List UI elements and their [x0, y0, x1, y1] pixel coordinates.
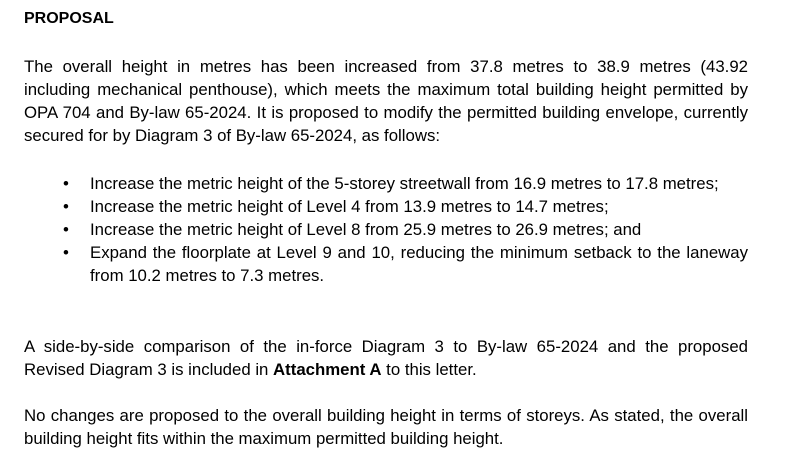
bullet-item — [24, 241, 748, 287]
bullet-icon: • — [63, 174, 69, 193]
bullet-text: Expand the floorplate at Level 9 and 10, reducing the minimum setback to the laneway from 10.2 metres to 7.3 metres. — [90, 243, 748, 285]
paragraph-attachment-reference — [24, 335, 748, 381]
bullet-item — [24, 218, 748, 241]
bullet-text: Increase the metric height of Level 4 from 13.9 metres to 14.7 metres; — [90, 197, 609, 216]
bullet-icon: • — [63, 220, 69, 239]
bullet-icon: • — [63, 243, 69, 262]
paragraph-text: to this letter. — [381, 360, 477, 379]
bullet-text: Increase the metric height of the 5-storey streetwall from 16.9 metres to 17.8 metres; — [90, 174, 719, 193]
bullet-item — [24, 172, 748, 195]
bullet-list-envelope-changes — [24, 172, 748, 287]
paragraph-height-increase: The overall height in metres has been increased from 37.8 metres to 38.9 metres (43.92 including mechanical penthouse), which meets the maximum total building height permitted by OPA 704 and By-law 65-2024. It is proposed to modify the permitted building envelope, currently secured for by Diagram 3 of By-law 65-2024, as follows: — [24, 57, 748, 145]
attachment-name: Attachment A — [273, 360, 382, 379]
section-heading: PROPOSAL — [24, 10, 114, 27]
bullet-icon: • — [63, 197, 69, 216]
paragraph-storeys: No changes are proposed to the overall building height in terms of storeys. As stated, the overall building height fits within the maximum permitted building height. — [24, 406, 748, 448]
bullet-item — [24, 195, 748, 218]
bullet-text: Increase the metric height of Level 8 from 25.9 metres to 26.9 metres; and — [90, 220, 642, 239]
paragraph-text: A side-by-side comparison of the in-force Diagram 3 to By-law 65-2024 and the proposed Revised Diagram 3 is included in — [24, 337, 748, 379]
